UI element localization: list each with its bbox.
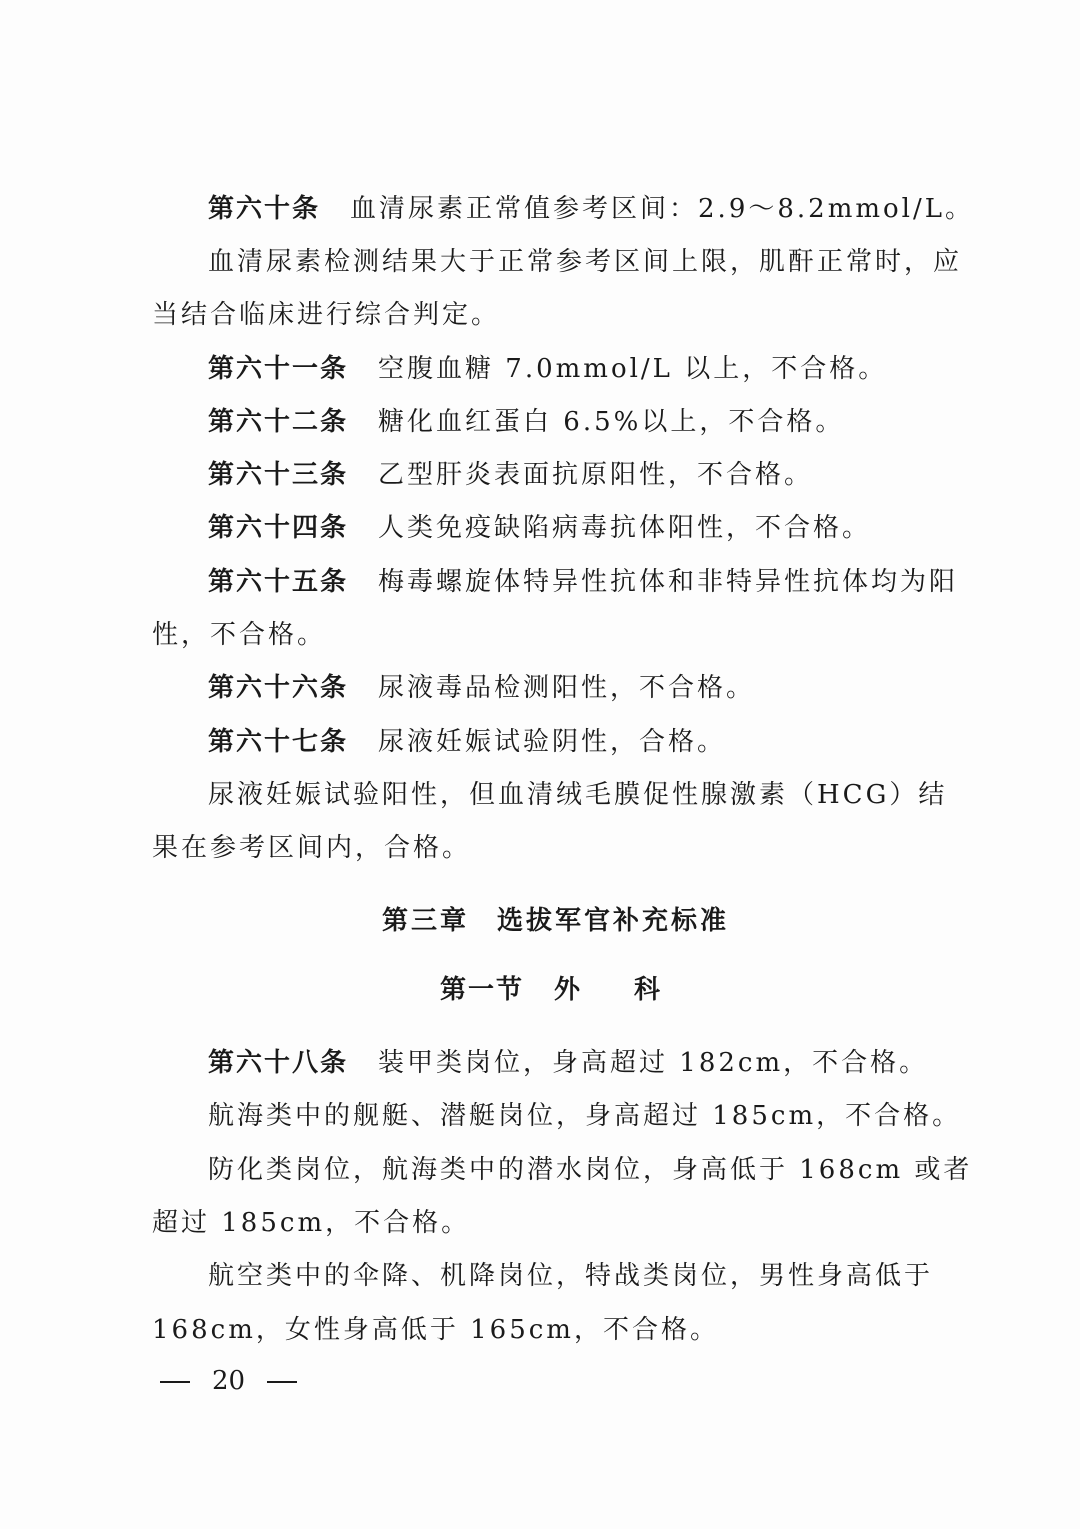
footer-dash-right: [267, 1381, 297, 1383]
paragraph-text: 尿液妊娠试验阳性，但血清绒毛膜促性腺激素（HCG）结: [208, 780, 948, 810]
chapter-number: 第三章: [382, 906, 470, 936]
paragraph-line: [152, 298, 500, 332]
article-number: 第六十五条: [208, 567, 349, 597]
article-number: 第六十四条: [208, 513, 349, 543]
paragraph-line: [208, 778, 947, 812]
article-text: 人类免疫缺陷病毒抗体阳性，不合格。: [378, 513, 872, 543]
article-number: 第六十六条: [208, 673, 349, 703]
page-number: 20: [212, 1366, 246, 1396]
paragraph-line: [208, 245, 962, 279]
paragraph-line: [208, 1259, 933, 1293]
article-64: [208, 511, 871, 545]
chapter-title: 选拔军官补充标准: [497, 906, 730, 936]
paragraph-line: [208, 1153, 972, 1187]
paragraph-text: 性，不合格。: [152, 620, 327, 650]
article-68: [208, 1046, 928, 1080]
paragraph-text: 航海类中的舰艇、潜艇岗位，身高超过 185cm，不合格。: [208, 1101, 962, 1131]
article-number: 第六十二条: [208, 407, 349, 437]
paragraph-text: 防化类岗位，航海类中的潜水岗位，身高低于 168cm 或者: [208, 1155, 973, 1185]
article-number: 第六十三条: [208, 460, 349, 490]
paragraph-line: [152, 1313, 719, 1347]
article-text: 梅毒螺旋体特异性抗体和非特异性抗体均为阳: [378, 567, 959, 597]
article-text: 血清尿素正常值参考区间：2.9～8.2mmol/L。: [350, 194, 975, 224]
article-62: [208, 405, 844, 439]
paragraph-line: [152, 618, 326, 652]
article-text: 尿液妊娠试验阴性，合格。: [378, 727, 727, 757]
paragraph-line: [152, 1206, 470, 1240]
page-footer: [160, 1364, 297, 1398]
article-66: [208, 671, 755, 705]
article-61: [208, 352, 887, 386]
paragraph-text: 168cm，女性身高低于 165cm，不合格。: [152, 1315, 719, 1345]
chapter-heading: [382, 904, 729, 938]
paragraph-text: 航空类中的伞降、机降岗位，特战类岗位，男性身高低于: [208, 1261, 934, 1291]
article-text: 乙型肝炎表面抗原阳性，不合格。: [378, 460, 814, 490]
article-number: 第六十七条: [208, 727, 349, 757]
paragraph-text: 血清尿素检测结果大于正常参考区间上限，肌酐正常时，应: [208, 247, 963, 277]
section-title-char: 科: [634, 975, 663, 1005]
article-60: [208, 192, 974, 226]
paragraph-text: 超过 185cm，不合格。: [152, 1208, 471, 1238]
paragraph-text: 当结合临床进行综合判定。: [152, 300, 501, 330]
footer-dash-left: [160, 1381, 190, 1383]
section-heading: [440, 973, 662, 1007]
article-text: 空腹血糖 7.0mmol/L 以上，不合格。: [378, 354, 888, 384]
article-number: 第六十条: [208, 194, 321, 224]
article-65: [208, 565, 958, 599]
article-number: 第六十一条: [208, 354, 349, 384]
article-number: 第六十八条: [208, 1048, 349, 1078]
article-67: [208, 725, 726, 759]
paragraph-text: 果在参考区间内，合格。: [152, 833, 472, 863]
section-number: 第一节: [440, 975, 525, 1005]
section-title-char: 外: [554, 975, 583, 1005]
paragraph-line: [152, 831, 471, 865]
article-text: 尿液毒品检测阳性，不合格。: [378, 673, 756, 703]
article-63: [208, 458, 813, 492]
article-text: 糖化血红蛋白 6.5%以上，不合格。: [378, 407, 845, 437]
article-text: 装甲类岗位，身高超过 182cm，不合格。: [378, 1048, 929, 1078]
paragraph-line: [208, 1099, 961, 1133]
